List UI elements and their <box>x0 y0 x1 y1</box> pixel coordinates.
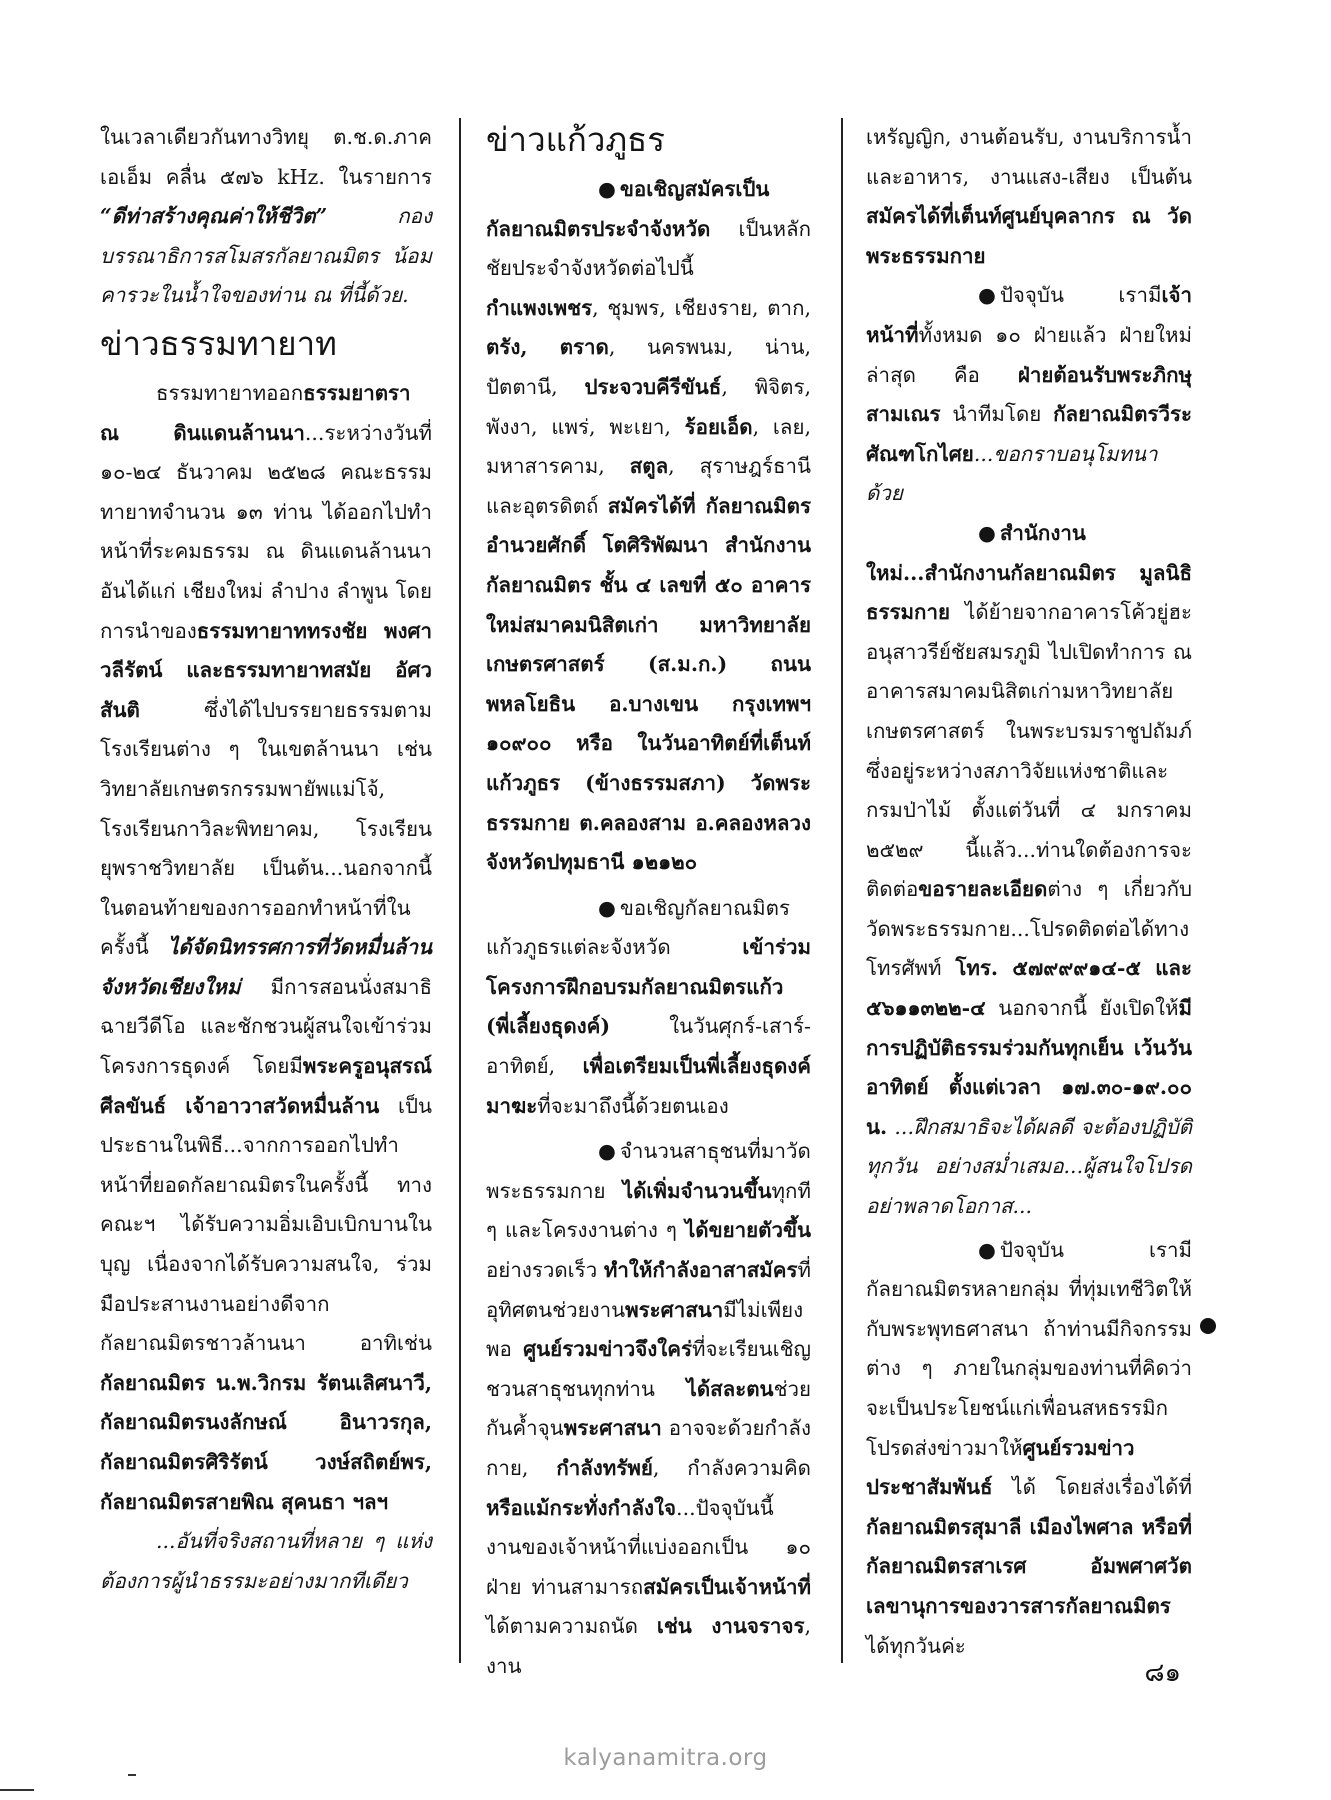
text-run: , นครพนม, น่าน, ปัตตานี, <box>486 335 811 399</box>
text-run: หรือแม้กระทั่งกำลังใจ <box>486 1495 677 1520</box>
scan-mark <box>128 1774 136 1776</box>
text-run: กำแพงเพชร <box>486 295 593 320</box>
text-run: กัลยาณมิตรวีระ ศัณฑโกไศย <box>866 402 1192 466</box>
text-run: ขอเชิญสมัครเป็นกัลยาณมิตรประจำจังหวัด <box>486 177 770 241</box>
text-run: ได้ทุกวันค่ะ <box>866 1633 966 1658</box>
text-run: ที่จะเรียนเชิญชวนสาธุชนทุกท่าน <box>486 1337 811 1401</box>
dhammadayada-paragraph <box>100 374 432 1522</box>
text-run: ที่จะมาถึงนี้ด้วยตนเอง <box>537 1093 729 1118</box>
news-paragraph <box>486 1132 811 1686</box>
text-run: ฝ่ายต้อนรับพระภิกษุสามเณร <box>866 362 1192 427</box>
text-run: ช่วยกันค้ำจุน <box>486 1376 811 1441</box>
text-run: เป็นหลักชัยประจำจังหวัดต่อไปนี้ <box>486 216 811 281</box>
watermark: kalyanamitra.org <box>563 1745 768 1771</box>
text-run: สมัครได้ที่ กัลยาณมิตรอำนวยศักดิ์ โตศิริพัฒนา สำนักงานกัลยาณมิตร ชั้น ๔ เลขที่ ๕๐ อาคารใหม่สมาคมนิสิตเก่า มหาวิทยาลัยเกษตรศาสตร์ (ส.ม.ก.) ถนนพหลโยธิน อ.บางเขน กรุงเทพฯ ๑๐๙๐๐ หรือ ในวันอาทิตย์ที่เต็นท์แก้วภูธร (ข้างธรรมสภา) วัดพระธรรมกาย ต.คลองสาม อ.คลองหลวง จังหวัดปทุมธานี ๑๒๑๒๐ <box>486 493 811 875</box>
text-run: ศูนย์รวมข่าวจึงใคร่ <box>523 1337 693 1362</box>
text-run: ปัจจุบัน เรามี <box>999 283 1162 308</box>
column-divider-right <box>841 118 843 1663</box>
text-run: ในวันศุกร์-เสาร์-อาทิตย์, <box>486 1014 811 1079</box>
text-run: เช่น งานจราจร <box>656 1614 805 1639</box>
text-run: ทุกที ๆ และโครงงานต่าง ๆ <box>486 1178 811 1243</box>
text-run: ธรรมยาตรา ณ ดินแดนล้านนา <box>100 380 411 445</box>
text-run: ร้อยเอ็ด <box>684 414 753 439</box>
text-run: มีการสอนนั่งสมาธิ ฉายวีดีโอ และชักชวนผู้สนใจเข้าร่วมโครงการธุดงค์ โดยมี <box>100 974 432 1079</box>
text-run: ได้ขยายตัวขึ้น <box>684 1218 811 1243</box>
text-run: เข้าร่วมโครงการฝึกอบรมกัลยาณมิตรแก้ว (พี่เลี้ยงธุดงค์) <box>486 935 811 1039</box>
text-run: เหรัญญิก, งานต้อนรับ, งานบริการน้ำและอาหาร, งานแสง-เสียง เป็นต้น <box>866 125 1192 189</box>
closing-paragraph: ...อันที่จริงสถานที่หลาย ๆ แห่ง ต้องการผู้นำธรรมะอย่างมากทีเดียว <box>100 1529 432 1593</box>
text-run: กำลังทรัพย์ <box>556 1456 653 1480</box>
text-run: , งาน <box>486 1614 811 1678</box>
text-run: สตูล <box>629 454 669 479</box>
text-run: กัลยาณมิตร น.พ.วิกรม รัตนเลิศนาวี, กัลยาณมิตรนงลักษณ์ อินาวรกุล, กัลยาณมิตรศิริรัตน์ วงษ์สถิตย์พร, กัลยาณมิตรสายพิณ สุคนธา ฯลฯ <box>100 1370 432 1514</box>
text-run: เจ้าหน้าที่ <box>866 283 1192 347</box>
text-run: ประจวบคีรีขันธ์ <box>584 374 722 399</box>
text-run: ในเวลาเดียวกันทางวิทยุ ต.ช.ด.ภาค เอเอ็ม คลื่น ๕๗๖ kHz. ในรายการ <box>100 125 432 189</box>
text-run: ตรัง, ตราด <box>486 335 609 360</box>
text-run: จำนวนสาธุชนที่มาวัดพระธรรมกาย <box>486 1139 811 1203</box>
text-run: , เลย, มหาสารคาม, <box>486 414 811 479</box>
text-run: ขอรายละเอียด <box>918 877 1048 902</box>
text-run: ธรรมทายาทออก <box>156 380 304 405</box>
text-run: นำทีมโดย <box>940 402 1054 427</box>
text-run: เป็นประธานในพิธี...จากการออกไปทำหน้าที่ยอดกัลยาณมิตรในครั้งนี้ ทางคณะฯ ได้รับความอิ่มเอิบเบิกบานในบุญ เนื่องจากได้รับความสนใจ, ร่วมมือประสานงานอย่างดีจากกัลยาณมิตรชาวล้านนา อาทิเช่น <box>100 1093 432 1356</box>
column-3 <box>866 118 1192 1666</box>
intro-paragraph <box>100 118 432 316</box>
text-run: กัลยาณมิตรสุมาลี เมืองไพศาล หรือที่ กัลยาณมิตรสาเรศ อัมพศาศวัต เลขานุการของวารสารกัลยาณมิตร <box>866 1514 1192 1618</box>
bullet-icon: ● <box>978 1237 996 1262</box>
text-run: ต่าง ๆ เกี่ยวกับวัดพระธรรมกาย...โปรดติดต่อได้ทางโทรศัพท์ <box>866 877 1192 981</box>
text-run: ...ฝึกสมาธิจะได้ผลดี จะต้องปฏิบัติทุกวัน อย่างสม่ำเสมอ...ผู้สนใจโปรดอย่าพลาดโอกาส... <box>866 1114 1192 1219</box>
text-run: “ดีท่าสร้างคุณค่าให้ชีวิต” <box>100 204 328 229</box>
text-run: ทำให้กำลังอาสาสมัคร <box>603 1258 798 1283</box>
text-run: ปัจจุบัน เรามีกัลยาณมิตรหลายกลุ่ม ที่ทุ่มเทชีวิตให้กับพระพุทธศาสนา ถ้าท่านมีกิจกรรมต่าง ๆ ภายในกลุ่มของท่านที่คิดว่า จะเป็นประโยชน์แก่เพื่อนสหธรรมิก โปรดส่งข่าวมาให้ <box>866 1237 1192 1460</box>
bullet-icon: ● <box>978 283 996 308</box>
text-run: โทร. ๕๗๙๙๙๑๔-๕ และ ๕๖๑๑๓๒๒-๔ <box>866 956 1192 1021</box>
text-run: กองบรรณาธิการสโมสรกัลยาณมิตร น้อมคารวะในน้ำใจของท่าน ณ ที่นี้ด้วย. <box>100 204 432 308</box>
text-run: ขอเชิญกัลยาณมิตรแก้วภูธรแต่ละจังหวัด <box>486 895 790 960</box>
column-2 <box>486 118 811 1687</box>
news-paragraph <box>486 170 811 883</box>
text-run: ซึ่งได้ไปบรรยายธรรมตามโรงเรียนต่าง ๆ ในเขตล้านนา เช่น วิทยาลัยเกษตรกรรมพายัพแม่โจ้, โรงเรียนกาวิละพิทยาคม, โรงเรียนยุพราชวิทยาลัย เป็นต้น...นอกจากนี้ในตอนท้ายของการออกทำหน้าที่ในครั้งนี้ <box>100 697 432 960</box>
text-run: อาจจะด้วยกำลังกาย, <box>486 1416 811 1480</box>
news-paragraph <box>866 1231 1192 1667</box>
text-run: อย่างรวดเร็ว <box>486 1258 604 1283</box>
text-run: ได้ตามความถนัด <box>486 1614 657 1639</box>
text-run: สำนักงานใหม่...สำนักงานกัลยาณมิตร มูลนิธิธรรมกาย <box>866 520 1192 625</box>
text-run: ได้เพิ่มจำนวนขึ้น <box>622 1178 772 1203</box>
text-run: นอกจากนี้ ยังเปิดให้ <box>985 996 1179 1021</box>
news-paragraph <box>866 514 1192 1227</box>
bullet-icon: ● <box>598 1139 616 1164</box>
text-run: ...ขอกราบอนุโมทนาด้วย <box>866 441 1158 506</box>
text-run: ศูนย์รวมข่าวประชาสัมพันธ์ <box>866 1435 1135 1500</box>
text-run: พระครูอนุสรณ์ศีลขันธ์ เจ้าอาวาสวัดหมื่นล้าน <box>100 1054 432 1118</box>
bullet-icon: ● <box>978 520 996 545</box>
text-run: , สุราษฎร์ธานี และอุตรดิตถ์ <box>486 454 811 518</box>
text-run: ได้ โดยส่งเรื่องได้ที่ <box>992 1475 1192 1500</box>
news-paragraph <box>866 276 1192 514</box>
text-run: พระศาสนา <box>563 1416 662 1441</box>
scan-mark <box>0 1789 34 1791</box>
column-1 <box>100 118 432 1601</box>
text-run: พระศาสนา <box>625 1297 724 1322</box>
text-run: สมัครได้ที่เต็นท์ศูนย์บุคลากร ณ วัดพระธรรมกาย <box>866 204 1192 268</box>
text-run: ได้ย้ายจากอาคารโค้วยู่ฮะ อนุสาวรีย์ชัยสมรภูมิ ไปเปิดทำการ ณ อาคารสมาคมนิสิตเก่ามหาวิทยาลัยเกษตรศาสตร์ ในพระบรมราชูปถัมภ์ ซึ่งอยู่ระหว่างสภาวิจัยแห่งชาติและกรมป่าไม้ ตั้งแต่วันที่ ๔ มกราคม ๒๕๒๙ นี้แล้ว...ท่านใดต้องการจะติดต่อ <box>866 600 1192 902</box>
text-run: เพื่อเตรียมเป็นพี่เลี้ยงธุดงค์มาฆะ <box>486 1054 811 1118</box>
section-heading-dhammadayada: ข่าวธรรมทายาท <box>100 323 337 363</box>
text-run: , ชุมพร, เชียงราย, ตาก, <box>592 295 811 320</box>
text-run: ธรรมทายาททรงชัย พงศาวลีรัตน์ และธรรมทายาทสมัย อัศวสันติ <box>100 618 432 722</box>
column-divider-left <box>459 118 461 1663</box>
text-run: สมัครเป็นเจ้าหน้าที่ <box>643 1574 811 1599</box>
news-paragraph <box>486 889 811 1127</box>
bullet-icon: ● <box>598 177 616 201</box>
text-run: , กำลังความคิด <box>652 1456 811 1480</box>
bullet-icon: ● <box>598 895 616 920</box>
text-run: ที่อุทิศตนช่วยงาน <box>486 1258 811 1322</box>
page-number: ๘๑ <box>1144 1658 1181 1688</box>
text-run: ...ระหว่างวันที่ ๑๐-๒๔ ธันวาคม ๒๕๒๘ คณะธรรมทายาทจำนวน ๑๓ ท่าน ได้ออกไปทำหน้าที่ระคมธรรม ณ ดินแดนล้านนา อันได้แก่ เชียงใหม่ ลำปาง ลำพูน โดยการนำของ <box>100 420 432 643</box>
text-run: ได้สละตน <box>686 1376 774 1401</box>
news-paragraph <box>866 118 1192 276</box>
text-run: ...ปัจจุบันนี้ งานของเจ้าหน้าที่แบ่งออกเป็น ๑๐ ฝ่าย ท่านสามารถ <box>486 1495 811 1599</box>
text-run: ได้จัดนิทรรศการที่วัดหมื่นล้าน จังหวัดเชียงใหม่ <box>100 935 432 999</box>
section-heading-kaew-phuthon: ข่าวแก้วภูธร <box>486 120 666 159</box>
text-run: ทั้งหมด ๑๐ ฝ่ายแล้ว ฝ่ายใหม่ล่าสุด คือ <box>866 322 1192 387</box>
text-run: มีไม่เพียงพอ <box>486 1297 804 1362</box>
text-run: มีการปฏิบัติธรรมร่วมกันทุกเย็น เว้นวันอาทิตย์ ตั้งแต่เวลา ๑๗.๓๐-๑๙.๐๐ น. <box>866 996 1192 1139</box>
text-run: , พิจิตร, พังงา, แพร่, พะเยา, <box>486 374 811 439</box>
margin-bullet-mark <box>1200 1318 1216 1334</box>
